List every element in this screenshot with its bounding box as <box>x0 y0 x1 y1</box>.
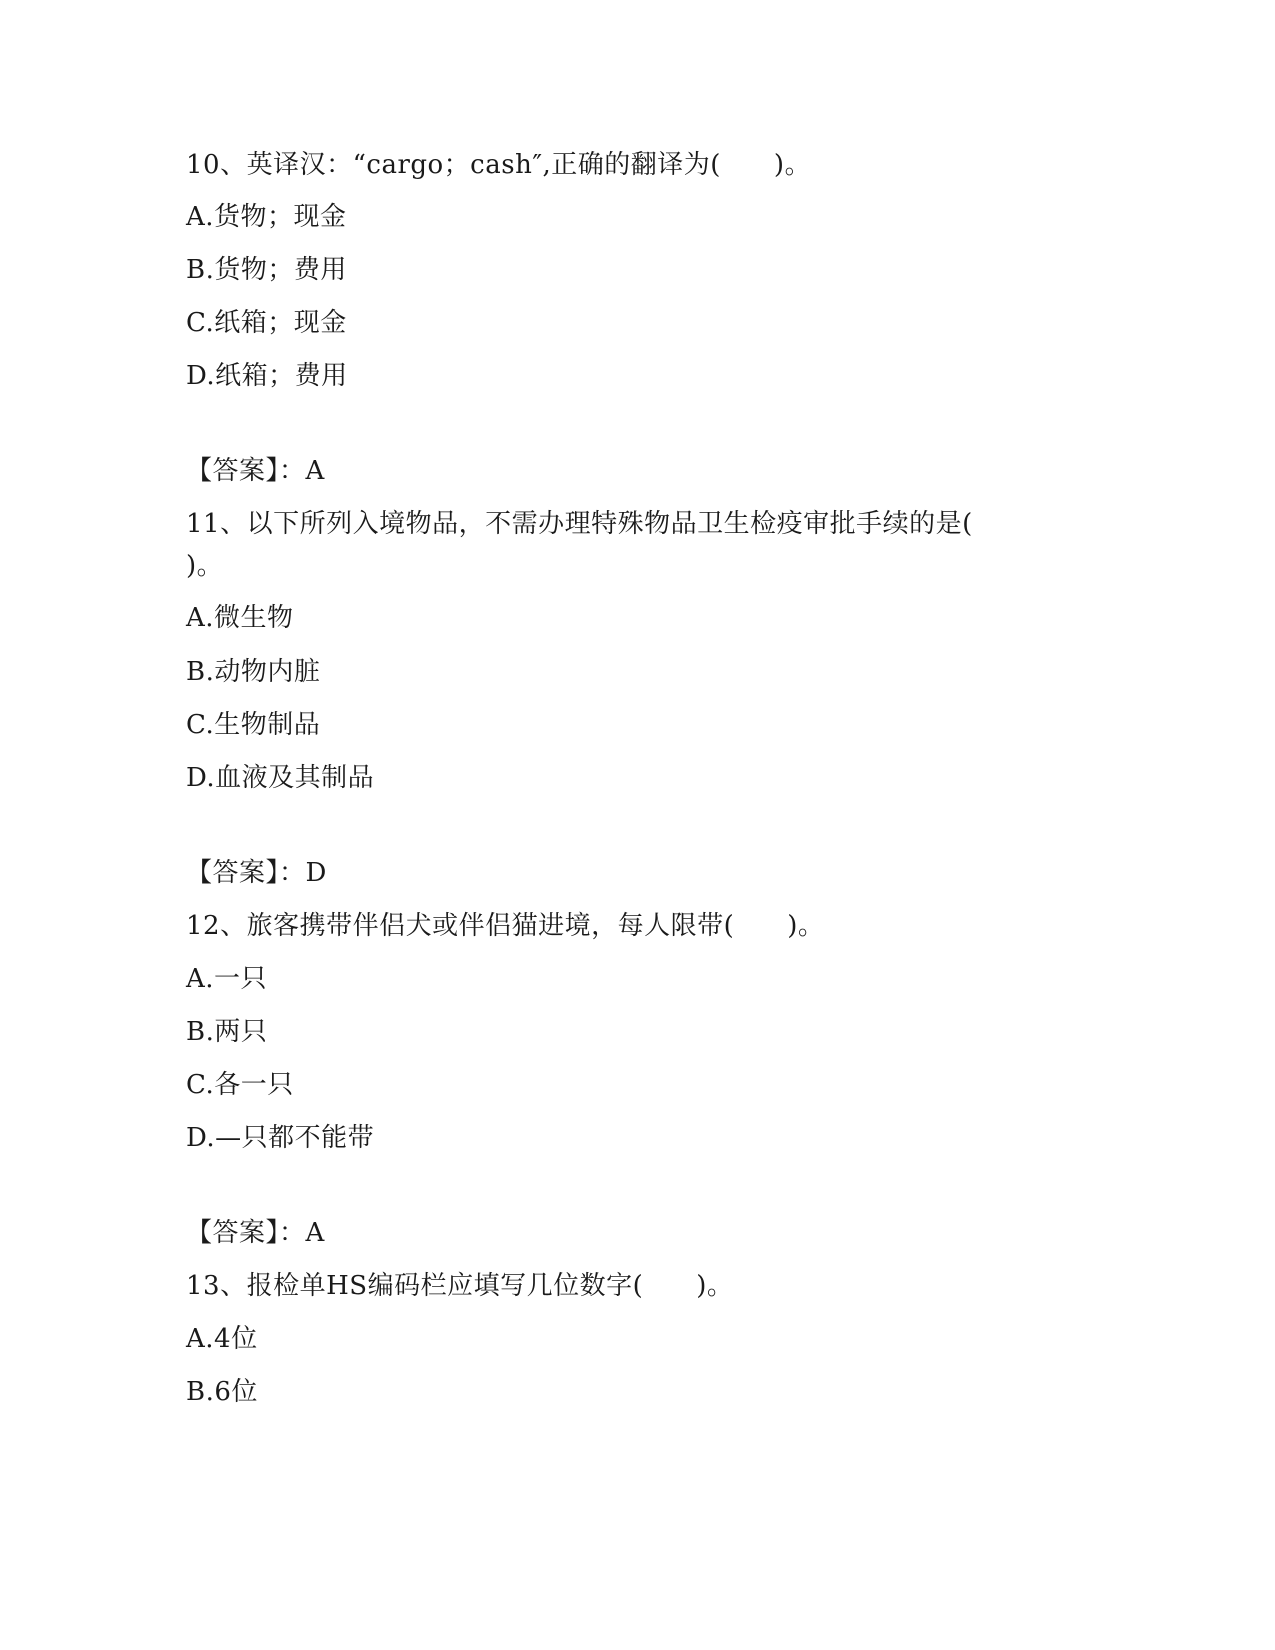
question-13-option-b: B.6位 <box>186 1377 258 1407</box>
question-11-option-a: A.微生物 <box>186 603 294 633</box>
question-12-option-d: D.—只都不能带 <box>186 1123 375 1153</box>
question-10-option-d: D.纸箱；费用 <box>186 361 348 391</box>
question-11-option-d: D.血液及其制品 <box>186 763 375 793</box>
question-10-stem: 10、英译汉：“cargo；cash″,正确的翻译为( )。 <box>186 150 812 180</box>
question-11-stem-continued: )。 <box>186 551 224 581</box>
question-11-option-c: C.生物制品 <box>186 710 321 740</box>
question-12-answer: 【答案】：A <box>186 1218 325 1248</box>
question-13-option-a: A.4位 <box>186 1324 258 1354</box>
question-12-stem: 12、旅客携带伴侣犬或伴侣猫进境，每人限带( )。 <box>186 911 825 941</box>
question-10-option-a: A.货物；现金 <box>186 202 347 232</box>
question-10-option-b: B.货物；费用 <box>186 255 347 285</box>
question-10-option-c: C.纸箱；现金 <box>186 308 347 338</box>
question-11-stem: 11、以下所列入境物品，不需办理特殊物品卫生检疫审批手续的是( <box>186 509 973 539</box>
question-12-option-a: A.一只 <box>186 964 268 994</box>
question-10-answer: 【答案】：A <box>186 456 325 486</box>
question-12-option-b: B.两只 <box>186 1017 268 1047</box>
question-13-stem: 13、报检单HS编码栏应填写几位数字( )。 <box>186 1271 734 1301</box>
question-11-answer: 【答案】：D <box>186 858 327 888</box>
question-11-option-b: B.动物内脏 <box>186 657 321 687</box>
question-12-option-c: C.各一只 <box>186 1070 294 1100</box>
